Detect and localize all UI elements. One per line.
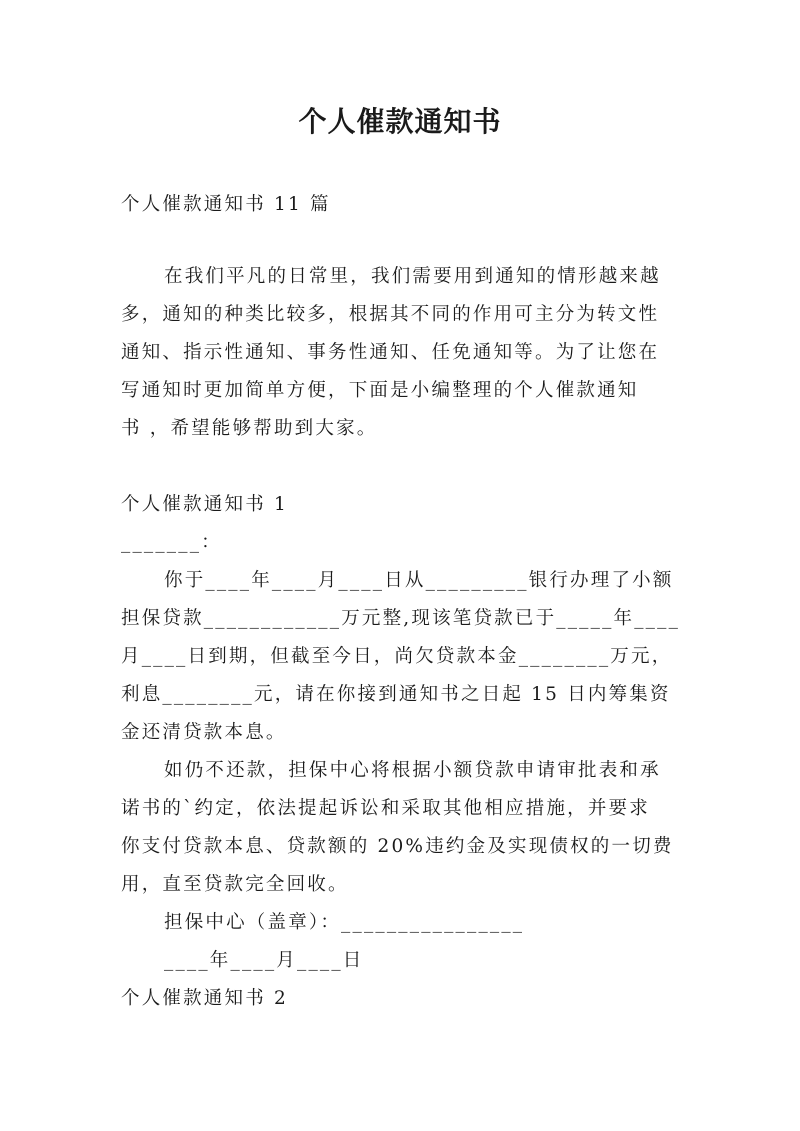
intro-line: 书 ，希望能够帮助到大家。 (121, 418, 378, 439)
paragraph-line: 诺书的`约定，依法提起诉讼和采取其他相应措施，并要求 (121, 798, 650, 819)
intro-line: 通知、指示性通知、事务性通知、任免通知等。为了让您在 (121, 342, 660, 363)
paragraph-line: 金还清贷款本息。 (121, 722, 287, 743)
document-title: 个人催款通知书 (298, 105, 502, 138)
paragraph-line: 担保贷款____________万元整,现该笔贷款已于_____年____ (121, 608, 681, 629)
paragraph-line: 你于____年____月____日从_________银行办理了小额 (164, 570, 674, 591)
paragraph-line: 如仍不还款，担保中心将根据小额贷款申请审批表和承 (164, 760, 661, 781)
document-subtitle: 个人催款通知书 11 篇 (121, 194, 331, 215)
intro-line: 在我们平凡的日常里，我们需要用到通知的情形越来越 (164, 266, 661, 287)
intro-line: 多，通知的种类比较多，根据其不同的作用可主分为转文性 (121, 304, 660, 325)
intro-line: 写通知时更加简单方便，下面是小编整理的个人催款通知 (121, 380, 639, 401)
section-heading: 个人催款通知书 1 (121, 494, 288, 515)
paragraph-line: 你支付贷款本息、贷款额的 20%违约金及实现债权的一切费 (121, 836, 674, 857)
paragraph-line: 月____日到期，但截至今日，尚欠贷款本金________万元， (121, 646, 673, 667)
section-heading: 个人催款通知书 2 (121, 988, 288, 1009)
signature-line: 担保中心（盖章）：________________ (164, 912, 525, 933)
paragraph-line: 用，直至贷款完全回收。 (121, 874, 349, 895)
date-line: ____年____月____日 (164, 950, 364, 971)
salutation: _______： (121, 532, 222, 553)
paragraph-line: 利息________元，请在你接到通知书之日起 15 日内筹集资 (121, 684, 671, 705)
